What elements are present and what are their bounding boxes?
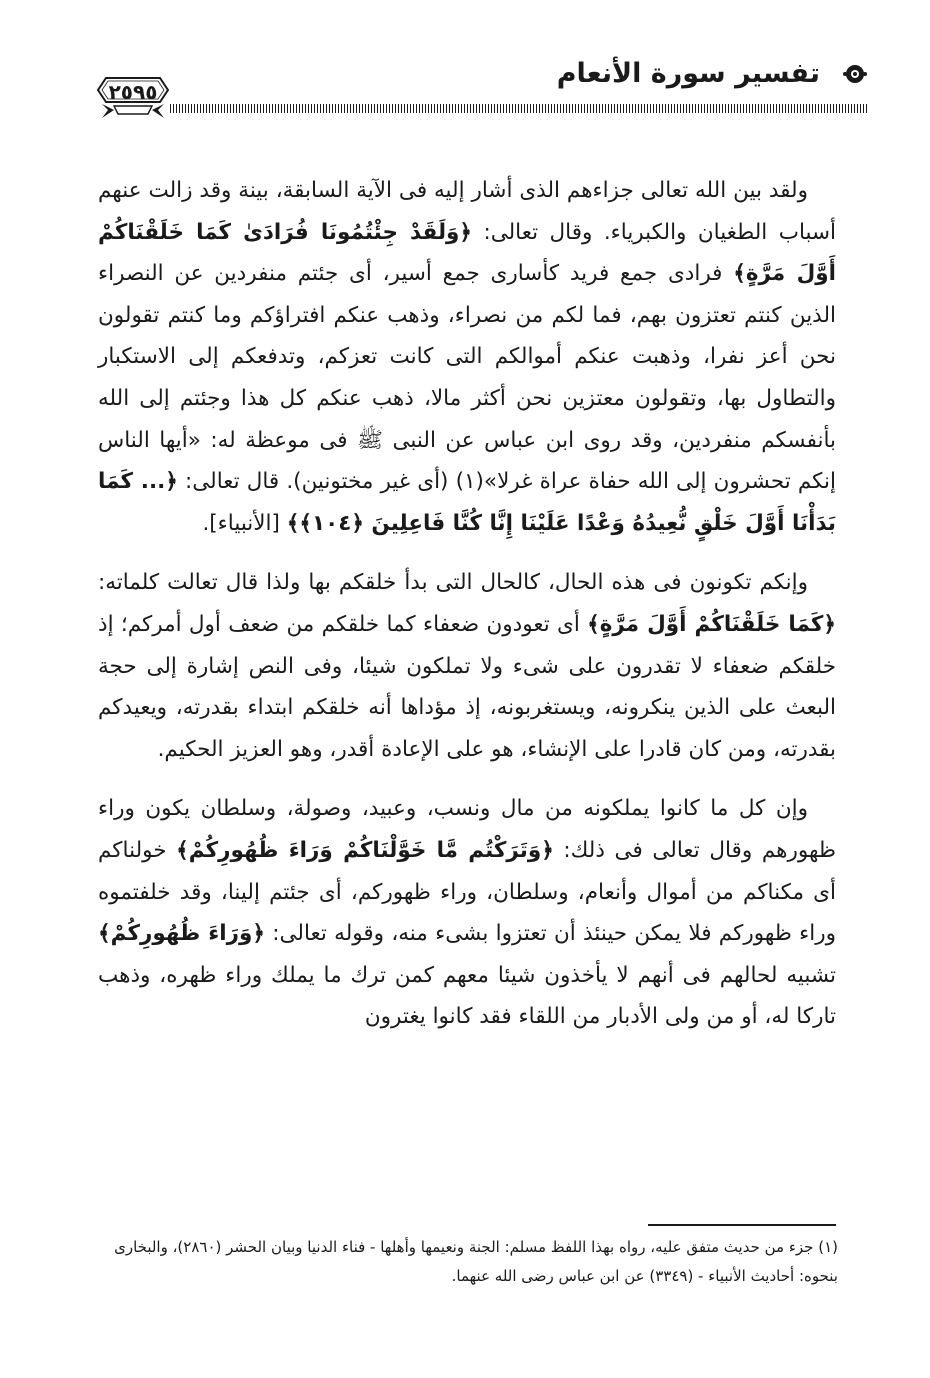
text-run: تشبيه لحالهم فى أنهم لا يأخذون شيئا معهم كمن ترك ما يملك وراء ظهره، وذهب تاركا له، أو من ولى الأدبار من اللقاء فقد كانوا يغترون — [98, 962, 836, 1030]
header-rule — [170, 104, 868, 113]
quran-verse: ﴿وَتَرَكْتُم مَّا خَوَّلْنَاكُمْ وَرَاءَ ظُهُورِكُمْ﴾ — [176, 837, 554, 863]
footnote-rule — [648, 1224, 836, 1226]
quran-verse: ﴿... كَمَا بَدَأْنَا أَوَّلَ خَلْقٍ نُّعِيدُهُ وَعْدًا عَلَيْنَا إِنَّا كُنَّا فَاعِلِينَ ﴿١٠٤﴾﴾ — [98, 469, 836, 536]
page-number: ٢٥٩٥ — [108, 80, 158, 104]
text-run: أى تعودون ضعفاء كما خلقكم من ضعف أول أمركم؛ إذ خلقكم ضعفاء لا تقدرون على شىء ولا تملكون شيئا، وفى النص إشارة إلى حجة البعث على الذين ينكرونه، ويستغربونه، إذ مؤداها أنه خلقكم ابتداء بقدرته، ويعيدكم بقدرته، ومن كان قادرا على الإنشاء، هو على الإعادة أقدر، وهو العزيز الحكيم. — [98, 611, 836, 762]
paragraph-3 — [98, 788, 836, 1038]
quran-verse: ﴿وَلَقَدْ جِئْتُمُونَا فُرَادَىٰ كَمَا خَلَقْنَاكُمْ أَوَّلَ مَرَّةٍ﴾ — [98, 219, 836, 287]
footnote-1: (١) جزء من حديث متفق عليه، رواه بهذا اللفظ مسلم: الجنة ونعيمها وأهلها - فناء الدنيا وبيان الحشر (٢٨٦٠)، والبخارى بنحوه: أحاديث الأنبياء - (٣٣٤٩) عن ابن عباس رضى الله عنهما. — [114, 1238, 838, 1285]
text-run: وإنكم تكونون فى هذه الحال، كالحال التى بدأ خلقكم بها ولذا قال تعالت كلماته: — [98, 570, 808, 596]
footnotes — [92, 1233, 838, 1291]
text-run: خولناكم أى مكناكم من أموال وأنعام، وسلطان، وراء ظهوركم، أى جئتم إلينا، وقد خلفتموه وراء ظهوركم فلا يمكن حينئذ أن تعتزوا بشىء منه، وقوله تعالى: — [98, 837, 836, 947]
ornament-icon — [842, 62, 868, 86]
paragraph-2 — [98, 562, 836, 770]
quran-verse: ﴿وَرَاءَ ظُهُورِكُمْ﴾ — [98, 921, 265, 947]
surah-title: تفسير سورة الأنعام — [556, 58, 820, 89]
text-run: ولقد بين الله تعالى جزاءهم الذى أشار إليه فى الآية السابقة، بينة وقد زالت عنهم أسباب الطغيان والكبرياء. وقال تعالى: — [98, 178, 836, 245]
text-run: فرادى جمع فريد كأسارى جمع أسير، أى جئتم منفردين عن النصراء الذين كنتم تعتزون بهم، فما لكم من نصراء، وذهب عنكم افتراؤكم وما كنتم تقولون نحن أعز نفرا، وذهبت عنكم أموالكم التى كانت تعزكم، وتدفعكم إلى الاستكبار والتطاول بها، وتقولون معتزين نحن أكثر مالا، ذهب عنكم كل هذا وجئتم إلى الله بأنفسكم منفردين، وقد روى ابن عباس عن النبى ﷺ فى موعظة له: «أيها الناس إنكم تحشرون إلى الله حفاة عراة غرلا»(١) (أى غير مختونين). قال تعالى: — [98, 261, 836, 495]
body-text — [98, 170, 836, 1038]
page-header — [88, 52, 868, 142]
text-run: [الأنبياء]. — [202, 510, 287, 536]
paragraph-1 — [98, 170, 836, 544]
text-run: وإن كل ما كانوا يملكونه من مال ونسب، وعبيد، وصولة، وسلطان يكون وراء ظهورهم وقال تعالى فى ذلك: — [98, 796, 836, 863]
quran-verse: ﴿كَمَا خَلَقْنَاكُمْ أَوَّلَ مَرَّةٍ﴾ — [587, 611, 836, 637]
page-number-frame — [94, 72, 172, 132]
